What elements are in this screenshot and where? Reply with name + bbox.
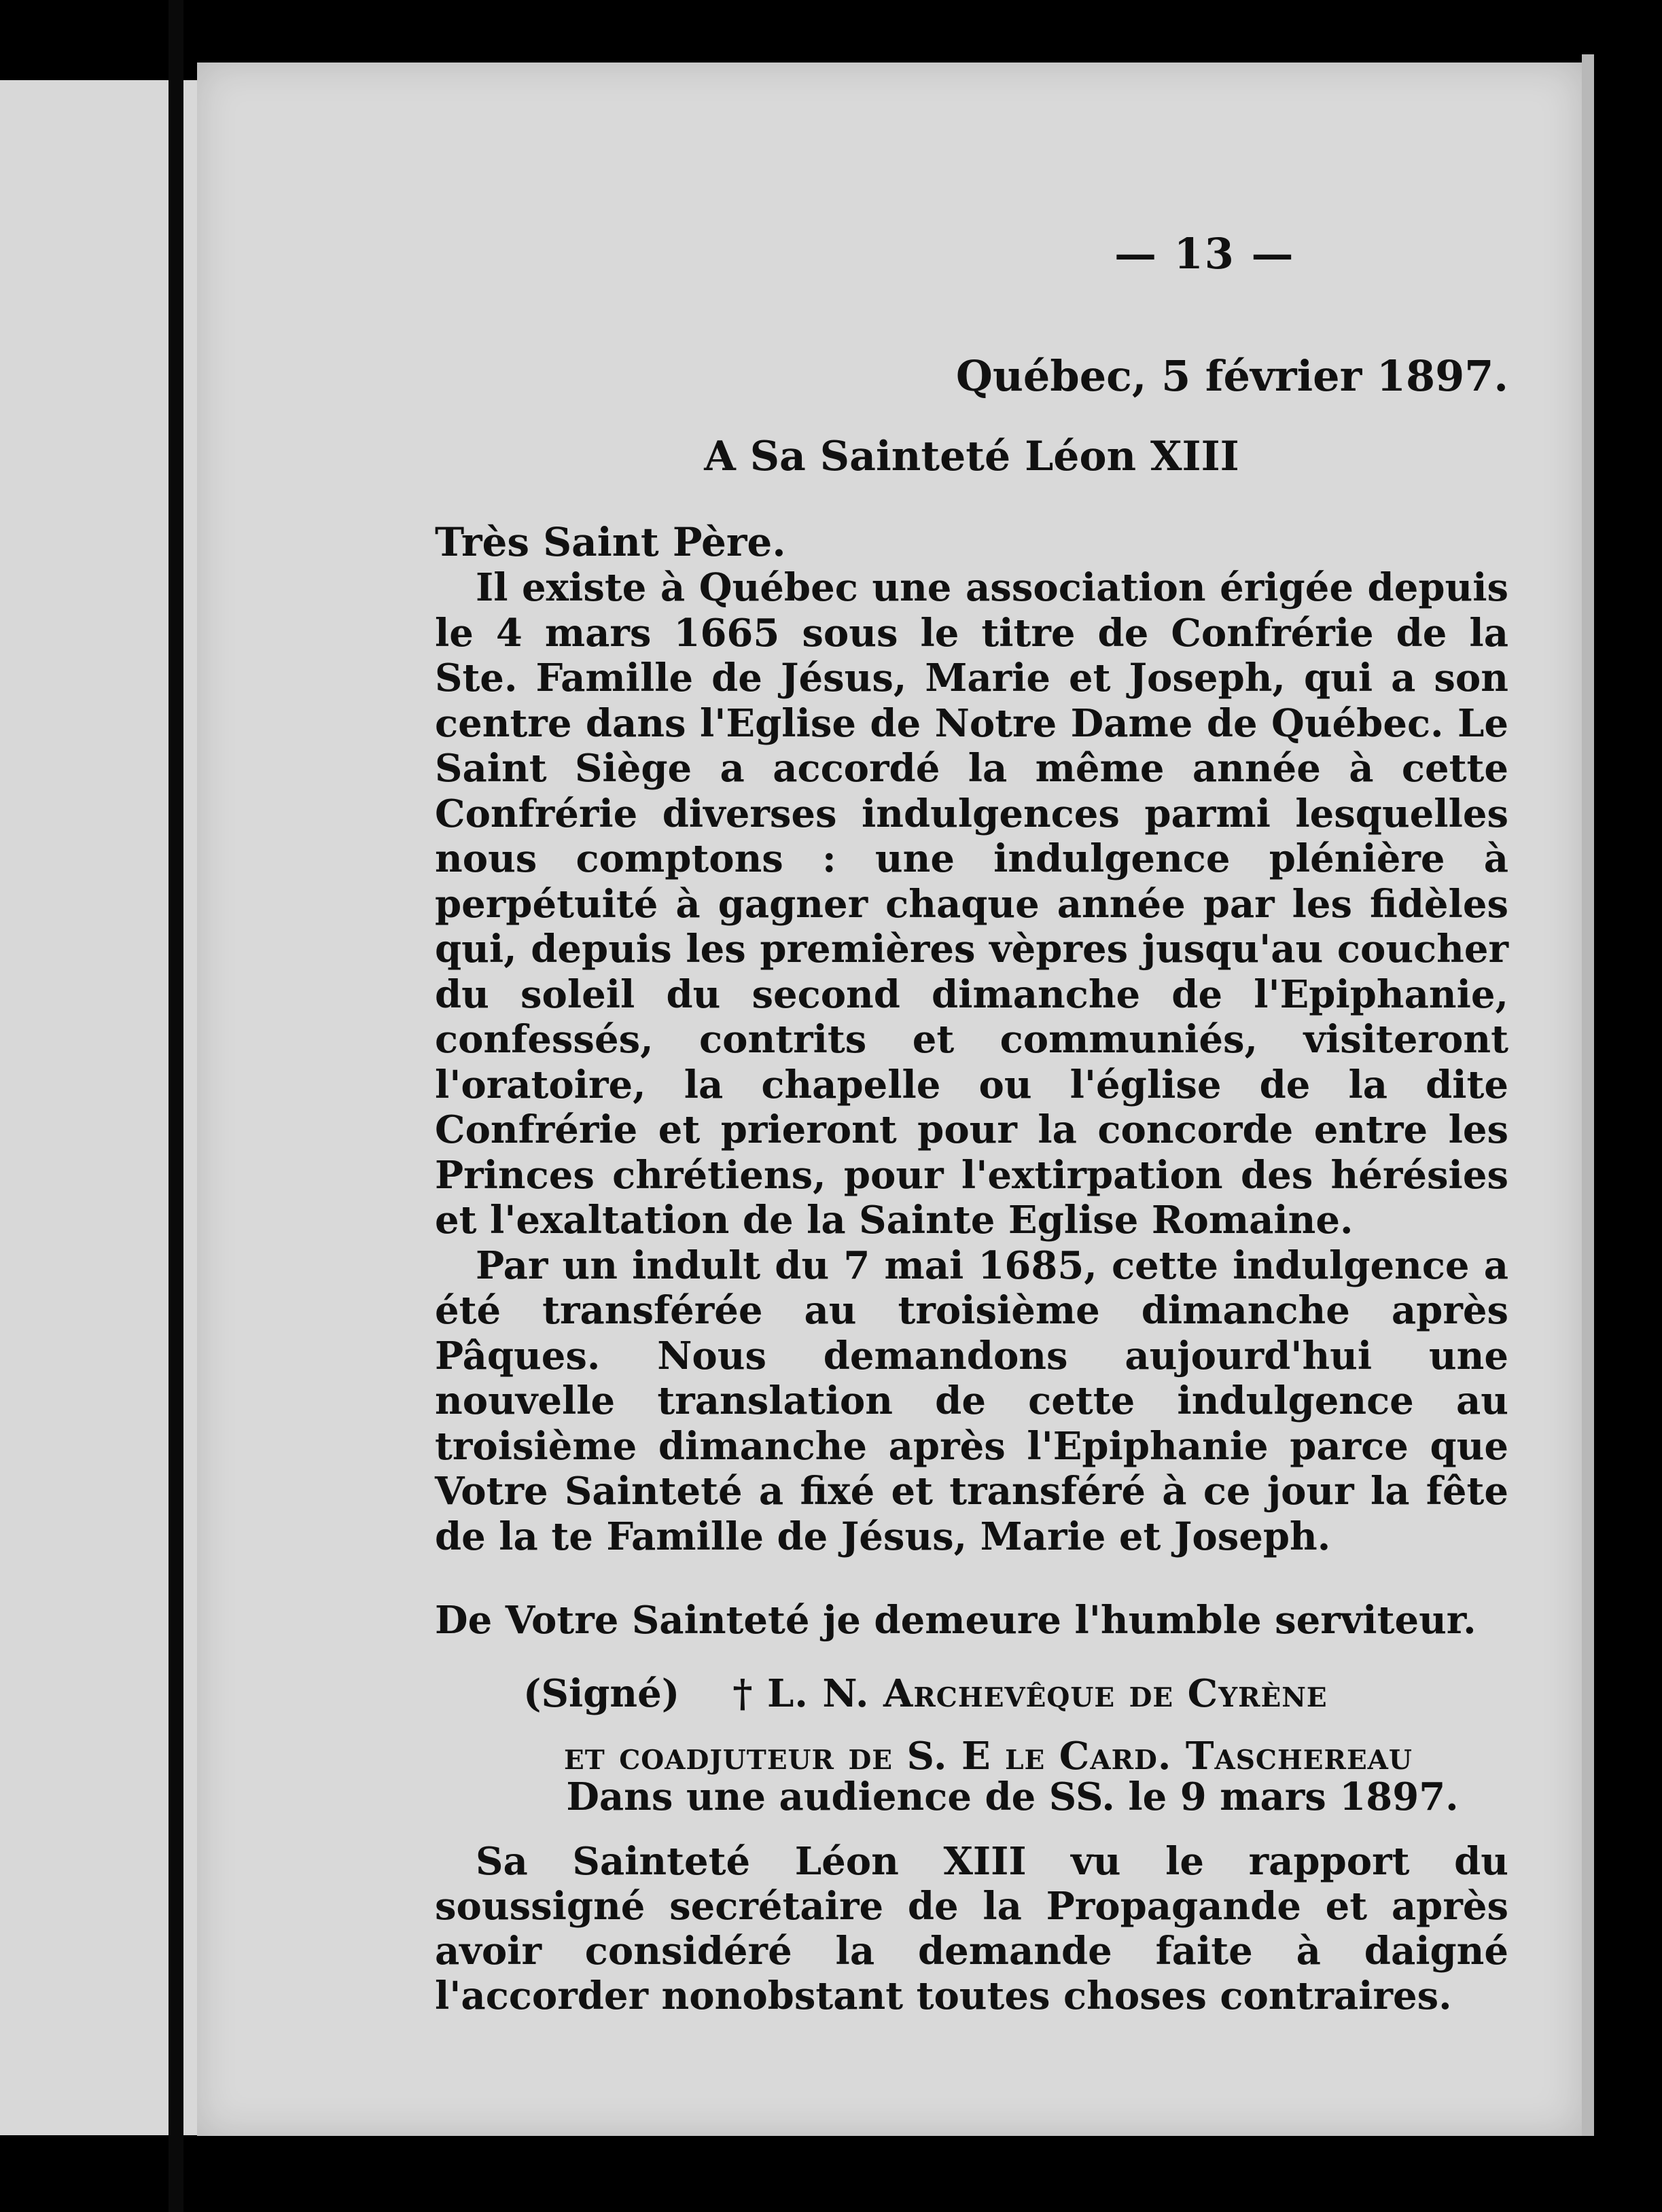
signatory-name: † L. N. Archevêque de Cyrène <box>732 1671 1328 1716</box>
decision-paragraph <box>435 1839 1508 2018</box>
audience-line: Dans une audience de SS. le 9 mars 1897. <box>566 1774 1459 1819</box>
decision-text: Sa Sainteté Léon XIII vu le rapport du soussigné secrétaire de la Propagande et après avoir considéré la demande faite à daigné l'accorder nonobstant toutes choses contraires. <box>435 1839 1508 2018</box>
signature-block <box>523 1662 1474 1787</box>
letter-address: A Sa Sainteté Léon XIII <box>704 433 1239 480</box>
dateline: Québec, 5 février 1897. <box>955 351 1508 401</box>
signed-label: (Signé) <box>523 1671 680 1716</box>
page-right-edge <box>1582 54 1594 2136</box>
salutation: Très Saint Père. <box>435 519 786 565</box>
signature-line-1 <box>523 1662 1474 1725</box>
closing-line: De Votre Sainteté je demeure l'humble serviteur. <box>435 1598 1477 1643</box>
page-number: — 13 — <box>1114 229 1295 279</box>
letter-body <box>435 565 1508 1559</box>
paragraph-1: Il existe à Québec une association érigée depuis le 4 mars 1665 sous le titre de Confrérie de la Ste. Famille de Jésus, Marie et Joseph, qui a son centre dans l'Eglise de Notre Dame de Québec. Le Saint Siège a accordé la même année à cette Confrérie diverses indulgences parmi lesquelles nous comptons : une indulgence plénière à perpétuité à gagner chaque année par les fidèles qui, depuis les premières vèpres jusqu'au coucher du soleil du second dimanche de l'Epiphanie, confessés, contrits et communiés, visiteront l'oratoire, la chapelle ou l'église de la dite Confrérie et prieront pour la concorde entre les Princes chrétiens, pour l'extirpation des hérésies et l'exaltation de la Sainte Eglise Romaine. <box>435 565 1508 1243</box>
signature-line-2: et coadjuteur de S. E le Card. Taschereau <box>564 1734 1413 1779</box>
book-spine <box>169 0 183 2212</box>
scanned-page <box>197 63 1582 2136</box>
paragraph-2: Par un indult du 7 mai 1685, cette indulgence a été transférée au troisième dimanche après Pâques. Nous demandons aujourd'hui une nouvelle translation de cette indulgence au troisième dimanche après l'Epiphanie parce que Votre Sainteté a fixé et transféré à ce jour la fête de la te Famille de Jésus, Marie et Joseph. <box>435 1243 1508 1559</box>
